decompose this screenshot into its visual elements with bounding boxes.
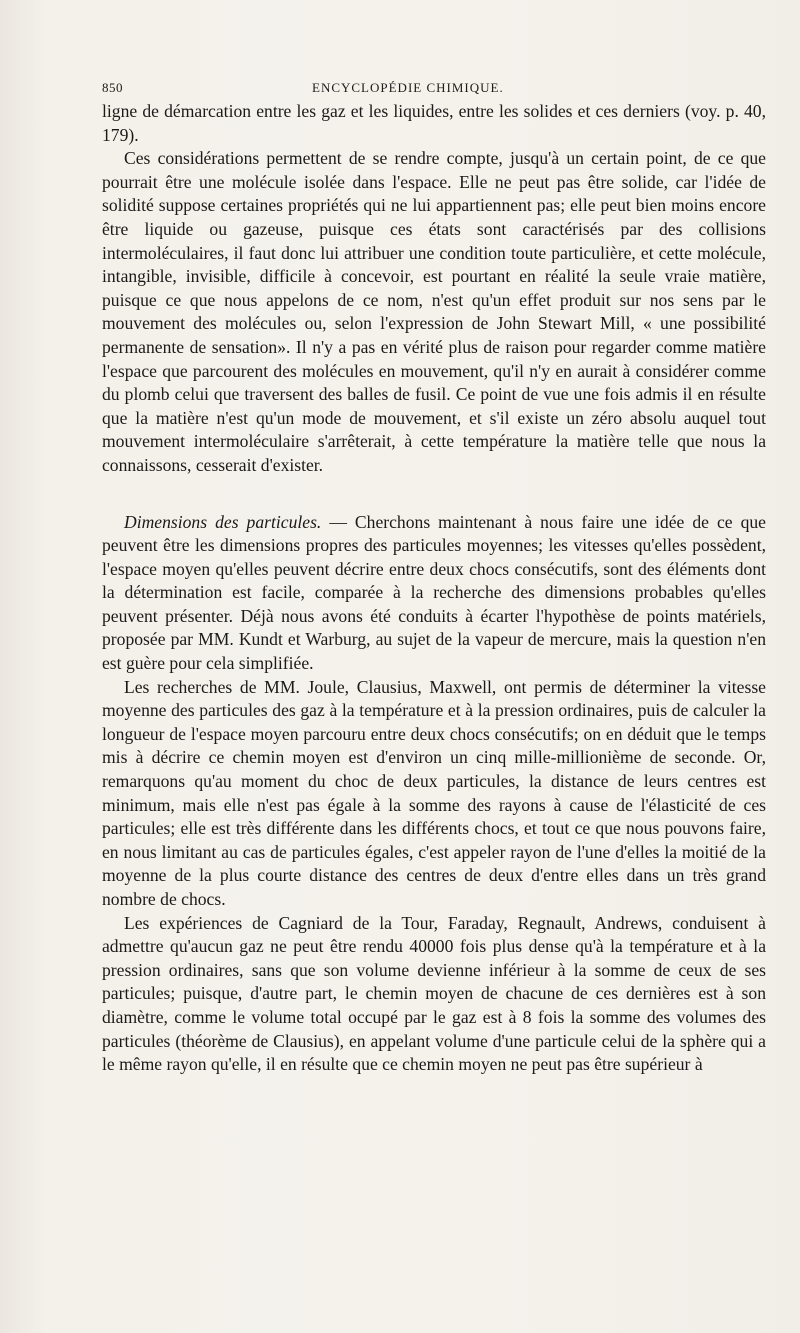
section-title: Dimensions des particules. xyxy=(124,511,322,532)
running-head xyxy=(102,80,692,100)
paragraph-recherches: Les recherches de MM. Joule, Clausius, Maxwell, ont permis de déterminer la vitesse moyenne des particules des gaz à la température et à la pression ordinaires, puis de calculer la longueur de l'espace moyen parcouru entre deux chocs consécutifs; on en déduit que le temps mis à décrire ce chemin moyen est d'environ un cinq mille-millionième de seconde. Or, remarquons qu'au moment du choc de deux particules, la distance de leurs centres est minimum, mais elle n'est pas égale à la somme des rayons à cause de l'élasticité de ces particules; elle est très différente dans les différents chocs, et tout ce que nous pouvons faire, en nous limitant au cas de particules égales, c'est appeler rayon de l'une d'elles la moitié de la moyenne de la plus courte distance des centres de deux d'entre elles dans un très grand nombre de chocs. xyxy=(102,676,766,909)
paragraph-experiences: Les expériences de Cagniard de la Tour, Faraday, Regnault, Andrews, conduisent à admettre qu'aucun gaz ne peut être rendu 40000 fois plus dense qu'à la température et à la pression ordinaires, sans que son volume devienne inférieur à la somme de ceux de ses particules; puisque, d'autre part, le chemin moyen de chacune de ces dernières est à son diamètre, comme le volume total occupé par le gaz est à 8 fois la somme des volumes des particules (théorème de Clausius), en appelant volume d'une particule celui de la sphère qui a le même rayon qu'elle, il en résulte que ce chemin moyen ne peut pas être supérieur à xyxy=(102,912,766,1075)
section-spacer xyxy=(102,478,766,511)
paragraph-molecule: Ces considérations permettent de se rendre compte, jusqu'à un certain point, de ce que pourrait être une molécule isolée dans l'espace. Elle ne peut pas être solide, car l'idée de solidité suppose certaines propriétés qui ne lui appartiennent pas; elle peut bien moins encore être liquide ou gazeuse, puisque ces états sont caractérisés par des collisions intermoléculaires, il faut donc lui attribuer une condition toute particulière, et cette molécule, intangible, invisible, difficile à concevoir, est pourtant en réalité la seule vraie matière, puisque ce que nous appelons de ce nom, n'est qu'un effet produit sur nos sens par le mouvement des molécules ou, selon l'expression de John Stewart Mill, « une possibilité permanente de sensation». Il n'y a pas en vérité plus de raison pour regarder comme matière l'espace que parcourent des molécules en mouvement, qu'il n'y en aurait à considérer comme du plomb celui que traversent des balles de fusil. Ce point de vue une fois admis il en résulte que la matière n'est qu'un mode de mouvement, et s'il existe un zéro absolu auquel tout mouvement intermoléculaire s'arrêterait, à cette température la matière telle que nous la connaissons, cesserait d'exister. xyxy=(102,148,766,475)
paragraph-continuation: ligne de démarcation entre les gaz et les liquides, entre les solides et ces derniers (voy. p. 40, 179). xyxy=(102,101,766,145)
paragraph-dimensions-text: — Cherchons maintenant à nous faire une idée de ce que peuvent être les dimensions propres des particules moyennes; les vitesses qu'elles possèdent, l'espace moyen qu'elles peuvent décrire entre deux chocs consécutifs, sont des éléments dont la détermination est facile, comparée à la recherche des dimensions probables qu'elles peuvent présenter. Déjà nous avons été conduits à écarter l'hypothèse de points matériels, proposée par MM. Kundt et Warburg, au sujet de la vapeur de mercure, mais la question n'en est guère pour cela simplifiée. xyxy=(102,511,766,674)
body-text xyxy=(102,100,766,1077)
paragraph-dimensions xyxy=(102,511,766,676)
running-title: ENCYCLOPÉDIE CHIMIQUE. xyxy=(312,80,504,95)
page-number: 850 xyxy=(102,80,123,95)
